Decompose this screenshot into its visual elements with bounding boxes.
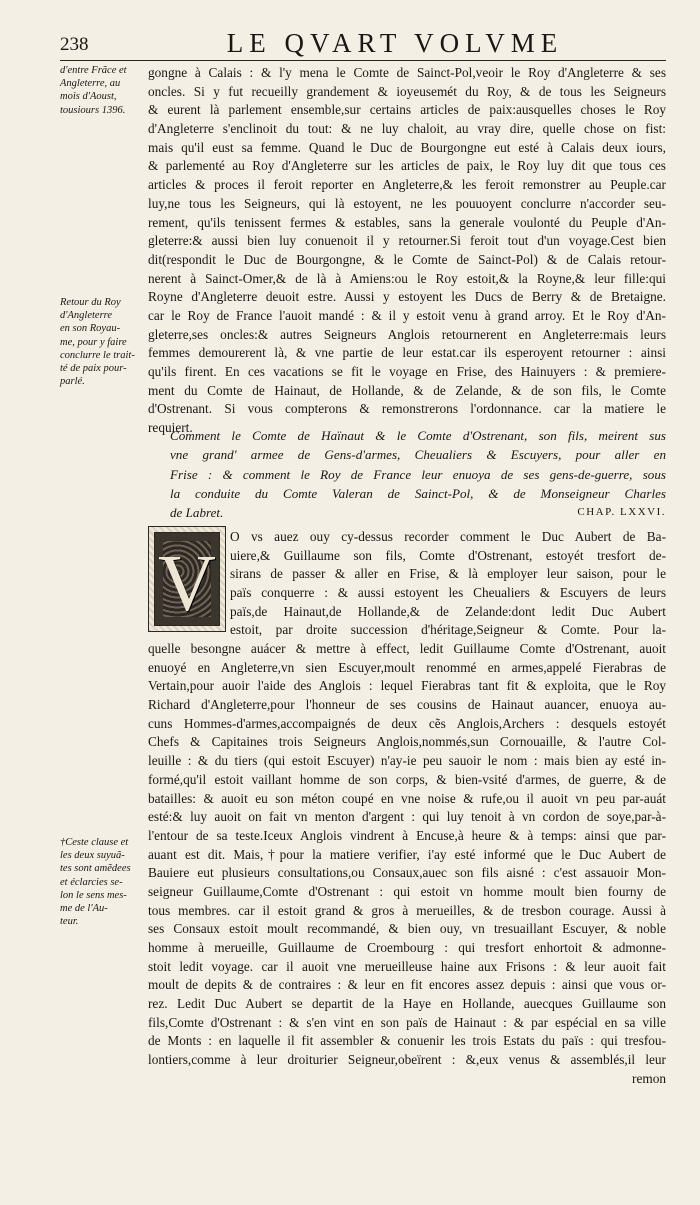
- chapter-title-line: la conduite du Comte Valeran de Sainct-Pol, & de Monseigneur Charles: [170, 485, 666, 501]
- sidenote-line: mois d'Aoust,: [60, 91, 117, 103]
- text-line: moult de depits & de contraires : & leur en fit encores assez depuis : ainsi que vous or-: [148, 977, 666, 993]
- text-line: articles & proces il feroit reporter en Angleterre,& les feroit remonstrer au Peuple.car: [148, 177, 666, 193]
- text-line: rement, qu'ils tenissent fermes & estables, sans la generale voulonté du Peuple d'An-: [148, 214, 666, 230]
- text-line: païs conquerre : & aussi estoyent les Cheualiers & Escuyers de leurs: [230, 585, 666, 601]
- page-header: [60, 28, 670, 58]
- initial-frame: [154, 532, 220, 626]
- text-line: enuoyé en Angleterre,vn sien Escuyer,moult renommé en armes,appelé Fierabras de: [148, 659, 666, 675]
- text-line: car le Roy de France l'auoit mandé : & il y estoit venu à grand arroy. Et le Roy d'An-: [148, 307, 666, 323]
- text-line: qu'ils firent. En ces vacations se fit le voyage en Frise, des Hainuyers : & premiere-: [148, 364, 666, 379]
- text-line: & eurent là parlement ensemble,sur certains articles de paix:ausquelles choses le Roy: [148, 102, 666, 118]
- text-line: lontiers,comme à leur droiturier Seigneur,obeïrent : &,eux venus & assemblés,il leur: [148, 1052, 666, 1068]
- sidenote-line: me de l'Au-: [60, 903, 108, 915]
- text-line: leuille : & du tiers (qui estoit Escuyer) n'ay-ie peu sauoir le nom : mais bien ay esté in-: [148, 753, 666, 769]
- text-line: estoit, par droite succession d'héritage,Seigneur & Comte. Pour la-: [230, 622, 666, 638]
- text-line: d'Ostrenant. Si vous compterons & remonstrerons l'ordonnance. car la matiere le: [148, 401, 666, 417]
- text-line: esté:& luy auoit on fait vn menton d'argent : qui luy tenoit à vn cordon de soye,par-à-: [148, 809, 666, 825]
- sidenote-line: parlé.: [60, 376, 85, 388]
- sidenote-line: Angleterre, au: [60, 78, 121, 90]
- text-line: Bauiere eut plusieurs consultations,ou Consaux,auec son fils aisné : c'est assauoir Mon-: [148, 865, 666, 881]
- text-line: Chefs & Capitaines trois Seigneurs Anglois,nommés,sun Cornouaille, & l'autre Col-: [148, 734, 666, 750]
- text-line: l'entour de sa teste.Iceux Anglois vindrent à Encuse,à heure & à temps: ainsi que par-: [148, 827, 666, 843]
- chapter-title-last: [170, 503, 666, 522]
- sidenote-line: en son Royau-: [60, 323, 121, 335]
- chapter-number: CHAP. LXXVI.: [577, 506, 666, 519]
- sidenote-line: †Ceste clause et: [60, 837, 129, 848]
- text-line: requiert.: [148, 420, 193, 436]
- text-line: sirans de passer & aller en Frise, & là employer leur saison, pour le: [230, 566, 666, 582]
- text-line: O vs auez ouy cy-dessus recorder comment le Duc Aubert de Ba-: [230, 529, 666, 544]
- sidenote-line: tousiours 1396.: [60, 104, 126, 116]
- sidenote-line: teur.: [60, 916, 79, 928]
- sidenote-line: conclurre le trait-: [60, 349, 135, 361]
- text-line: Richard d'Angleterre,pour l'honneur de ses cousins de Hainaut auancer, enuoya au-: [148, 697, 666, 713]
- text-line: oncles. Si y fut recueilly grandement & ioyeusemét du Roy, & de tous les Seigneurs: [148, 83, 666, 99]
- sidenote-clause: [60, 836, 145, 928]
- sidenote-line: lon le sens mes-: [60, 889, 127, 901]
- text-line: rez. Ledit Duc Aubert se departit de la Haye en Hollande, auecques Guillaume son: [148, 996, 666, 1012]
- text-line: & parlementé au Roy d'Angleterre sur les articles de paix, le Roy luy dit que tous ces: [148, 158, 666, 174]
- text-line: d'Angleterre s'enclinoit du tout: & ne luy chaloit, au vray dire, quelle chose on fist:: [148, 121, 666, 137]
- catchword: remon: [632, 1070, 666, 1086]
- text-line: tous membres. car il estoit grand & gros à merueilles, & de tresbon courage. Aussi à: [148, 902, 666, 918]
- text-line: cuns Hommes-d'armes,accompaignés de deux cẽs Anglois,Archers : desquels estoyét: [148, 715, 666, 731]
- chapter-title-line: de Labret.: [170, 505, 224, 521]
- text-line: seigneur Guillaume,Comte d'Ostrenant : qui estoit vn homme moult bien fourny de: [148, 883, 666, 899]
- sidenote-line: les deux suyuã-: [60, 850, 125, 862]
- sidenote-line: et éclarcies se-: [60, 876, 123, 888]
- text-line: homme à merueille, Guillaume de Croembourg : qui tresfort enhortoit & admonne-: [148, 940, 666, 955]
- header-rule: [60, 60, 666, 61]
- text-line: gongne à Calais : & l'y mena le Comte de Sainct-Pol,veoir le Roy d'Angleterre & ses: [148, 65, 666, 80]
- initial-letter: V: [158, 540, 216, 628]
- text-line: dit(respondit le Duc de Bourgongne, & le Comte de Sainct-Pol) & de Calais retour-: [148, 251, 666, 267]
- text-line: batailles: & auoit eu son méton coupé en vne noise & rufe,ou il auoit vn peu par-auát: [148, 790, 666, 806]
- ornamental-initial: [148, 526, 226, 632]
- sidenote-line: d'Angleterre: [60, 310, 113, 322]
- running-title: LE QVART VOLVME: [226, 28, 564, 58]
- chapter-heading: [170, 426, 666, 522]
- text-line: nerent à Sainct-Omer,& de là à Amiens:ou le Roy estoit,& la Royne,& leur fille:qui: [148, 270, 666, 286]
- body-text-initial-block: [230, 528, 666, 640]
- chapter-title-line: Frise : & comment le Roy de France leur enuoya de ses gens-de-guerre, sous: [170, 466, 666, 482]
- text-line: stoit ledit voyage. car il auoit vne merueilleuse haine aux Frisons : & leur auoit fait: [148, 958, 666, 974]
- sidenote-line: té de paix pour-: [60, 363, 127, 375]
- text-line: ment du Comte de Hainaut, de Hollande, & de Zelande, & de son fils, le Comte: [148, 382, 666, 398]
- chapter-title-line: vne grand' armee de Gens-d'armes, Cheualiers & Escuyers, pour aller en: [170, 447, 666, 463]
- text-line: gleterre:& aussi bien luy conuenoit il y retourner.Si feroit tout d'un voyage.Cest bien: [148, 233, 666, 249]
- text-line: Royne d'Angleterre deuoit estre. Aussi y estoyent les Ducs de Berry & de Bretaigne.: [148, 289, 666, 305]
- sidenote-date: [60, 64, 145, 117]
- text-line: quelle besongne auácer & mettre à effect, ledit Guillaume Comte d'Ostrenant, auoit: [148, 641, 666, 656]
- text-line: mais qu'il eust sa femme. Quand le Duc de Bourgongne eut esté à Calais deux iours,: [148, 139, 666, 155]
- sidenote-line: me, pour y faire: [60, 336, 127, 348]
- text-line: femmes demourerent là, & vne partie de leur estat.car ils esperoyent retourner : ainsi: [148, 345, 666, 361]
- sidenote-line: Retour du Roy: [60, 297, 121, 308]
- chapter-title-line: Comment le Comte de Haïnaut & le Comte d'Ostrenant, son fils, meirent sus: [170, 428, 666, 443]
- text-line: auant est dit. Mais,†pour la matiere verifier, i'ay esté informé que le Duc Aubert de: [148, 846, 666, 862]
- page-number: 238: [60, 34, 89, 55]
- body-text-bottom: [148, 640, 666, 1089]
- sidenote-line: d'entre Frãce et: [60, 65, 127, 76]
- sidenote-return: [60, 296, 145, 388]
- text-line: de Monts : en laquelle il fit assembler & conuenir les trois Estats du païs : qui tresfou-: [148, 1033, 666, 1049]
- text-line: Vertain,pour auoir l'aide des Anglois : lequel Fierabras tant fit & exploita, que le Roy: [148, 678, 666, 694]
- sidenote-line: tes sont amẽdees: [60, 863, 131, 875]
- body-text-top: [148, 64, 666, 438]
- text-line: païs,de Hainaut,de Hollande,& de Zelande:dont ledit Duc Aubert: [230, 603, 666, 619]
- text-line: luy,ne tous les Seigneurs, qui là estoyent, ne les pouuoyent conclurre n'accorder seu-: [148, 195, 666, 211]
- text-line: ses Consaux estoit moult recommandé, & bien ouy, vn tresuaillant Escuyer, & noble: [148, 921, 666, 937]
- text-line: fils,Comte d'Ostrenant : & s'en vint en son païs de Hainaut : & par espécial en sa ville: [148, 1014, 666, 1030]
- text-line: formé,qu'il estoit vaillant homme de son corps, & bien-vsité d'armes, de guerre, & de: [148, 771, 666, 787]
- text-line: uiere,& Guillaume son fils, Comte d'Ostrenant, estoyét tresfort de-: [230, 547, 666, 563]
- text-line: gleterre,ses oncles:& autres Seigneurs Anglois retournerent en Angleterre:mais leurs: [148, 326, 666, 342]
